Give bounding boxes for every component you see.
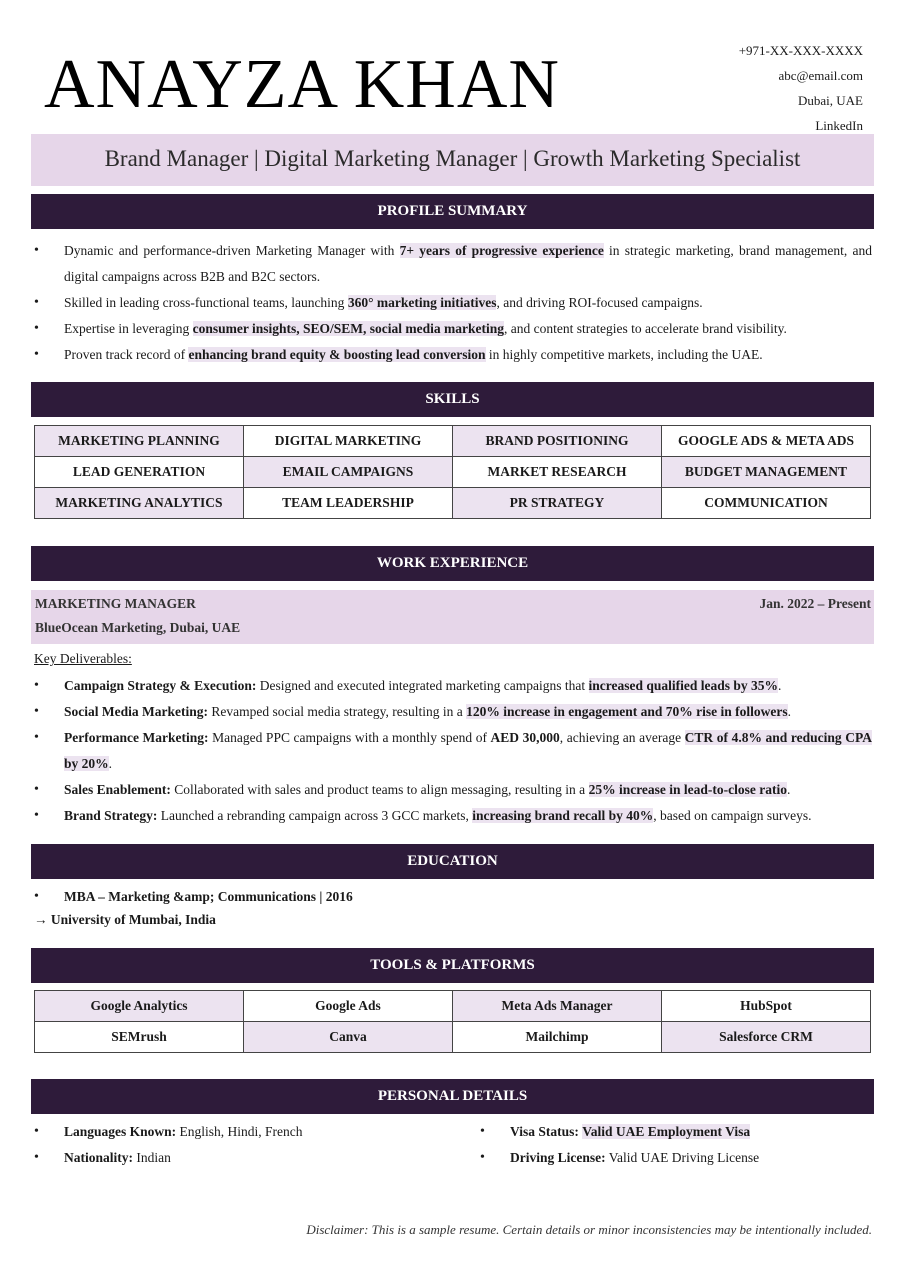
skills-table <box>34 425 871 519</box>
skill-cell: TEAM LEADERSHIP <box>244 488 453 519</box>
job-header <box>31 590 874 644</box>
list-item: • Sales Enablement: Collaborated with sales and product teams to align messaging, resulting in a 25% increase in lead-to-close ratio. <box>34 777 872 803</box>
tools-table <box>34 990 871 1053</box>
section-tools-platforms: TOOLS & PLATFORMS <box>31 948 874 983</box>
email[interactable]: abc@email.com <box>778 68 863 83</box>
skill-cell: LEAD GENERATION <box>35 457 244 488</box>
section-education: EDUCATION <box>31 844 874 879</box>
education-list <box>34 884 872 910</box>
skill-cell: BRAND POSITIONING <box>453 426 662 457</box>
job-title: MARKETING MANAGER <box>35 596 196 611</box>
tool-cell: Google Analytics <box>35 991 244 1022</box>
degree: MBA – Marketing &amp; Communications | 2016 <box>64 889 353 904</box>
disclaimer: Disclaimer: This is a sample resume. Certain details or minor inconsistencies may be intentionally included. <box>306 1222 872 1237</box>
tool-cell: Google Ads <box>244 991 453 1022</box>
section-personal-details: PERSONAL DETAILS <box>31 1079 874 1114</box>
skill-cell: DIGITAL MARKETING <box>244 426 453 457</box>
tool-cell: Meta Ads Manager <box>453 991 662 1022</box>
list-item: • Brand Strategy: Launched a rebranding campaign across 3 GCC markets, increasing brand recall by 40%, based on campaign surveys. <box>34 803 872 829</box>
list-item: • Proven track record of enhancing brand equity & boosting lead conversion in highly competitive markets, including the UAE. <box>34 342 872 368</box>
phone: +971-XX-XXX-XXXX <box>738 43 863 58</box>
skill-cell: GOOGLE ADS & META ADS <box>662 426 871 457</box>
table-row <box>35 457 871 488</box>
location: Dubai, UAE <box>798 93 863 108</box>
candidate-name: ANAYZA KHAN <box>44 46 560 123</box>
profile-summary-list <box>34 238 872 368</box>
table-row <box>35 1022 871 1053</box>
skill-cell: MARKETING ANALYTICS <box>35 488 244 519</box>
section-skills: SKILLS <box>31 382 874 417</box>
job-dates: Jan. 2022 – Present <box>759 596 871 611</box>
section-work-experience: WORK EXPERIENCE <box>31 546 874 581</box>
list-item: • Nationality: Indian <box>34 1145 454 1171</box>
skill-cell: BUDGET MANAGEMENT <box>662 457 871 488</box>
deliverables-list <box>34 673 872 829</box>
section-profile-summary: PROFILE SUMMARY <box>31 194 874 229</box>
list-item: • Driving License: Valid UAE Driving License <box>480 1145 872 1171</box>
list-item: • Skilled in leading cross-functional teams, launching 360° marketing initiatives, and driving ROI-focused campaigns. <box>34 290 872 316</box>
contact-block <box>739 38 863 138</box>
list-item: • Languages Known: English, Hindi, French <box>34 1119 454 1145</box>
table-row <box>35 991 871 1022</box>
skill-cell: COMMUNICATION <box>662 488 871 519</box>
skill-cell: MARKETING PLANNING <box>35 426 244 457</box>
list-item: • Dynamic and performance-driven Marketing Manager with 7+ years of progressive experience in strategic marketing, brand management, and digital campaigns across B2B and B2C sectors. <box>34 238 872 290</box>
job-company: BlueOcean Marketing, Dubai, UAE <box>35 620 241 635</box>
table-row <box>35 426 871 457</box>
tool-cell: Mailchimp <box>453 1022 662 1053</box>
personal-list-right <box>480 1119 872 1171</box>
list-item: • Performance Marketing: Managed PPC campaigns with a monthly spend of AED 30,000, achieving an average CTR of 4.8% and reducing CPA by 20%. <box>34 725 872 777</box>
skill-cell: MARKET RESEARCH <box>453 457 662 488</box>
list-item: • Visa Status: Valid UAE Employment Visa <box>480 1119 872 1145</box>
professional-title: Brand Manager | Digital Marketing Manager | Growth Marketing Specialist <box>31 134 874 186</box>
key-deliverables-label: Key Deliverables: <box>34 651 132 666</box>
list-item: • Expertise in leveraging consumer insights, SEO/SEM, social media marketing, and content strategies to accelerate brand visibility. <box>34 316 872 342</box>
tool-cell: Canva <box>244 1022 453 1053</box>
table-row <box>35 488 871 519</box>
university: → University of Mumbai, India <box>34 912 216 927</box>
skill-cell: PR STRATEGY <box>453 488 662 519</box>
tool-cell: Salesforce CRM <box>662 1022 871 1053</box>
tool-cell: SEMrush <box>35 1022 244 1053</box>
list-item <box>34 884 872 910</box>
list-item: • Campaign Strategy & Execution: Designed and executed integrated marketing campaigns that increased qualified leads by 35%. <box>34 673 872 699</box>
tool-cell: HubSpot <box>662 991 871 1022</box>
list-item: • Social Media Marketing: Revamped social media strategy, resulting in a 120% increase in engagement and 70% rise in followers. <box>34 699 872 725</box>
linkedin-link[interactable]: LinkedIn <box>815 118 863 133</box>
skill-cell: EMAIL CAMPAIGNS <box>244 457 453 488</box>
personal-list-left <box>34 1119 454 1171</box>
